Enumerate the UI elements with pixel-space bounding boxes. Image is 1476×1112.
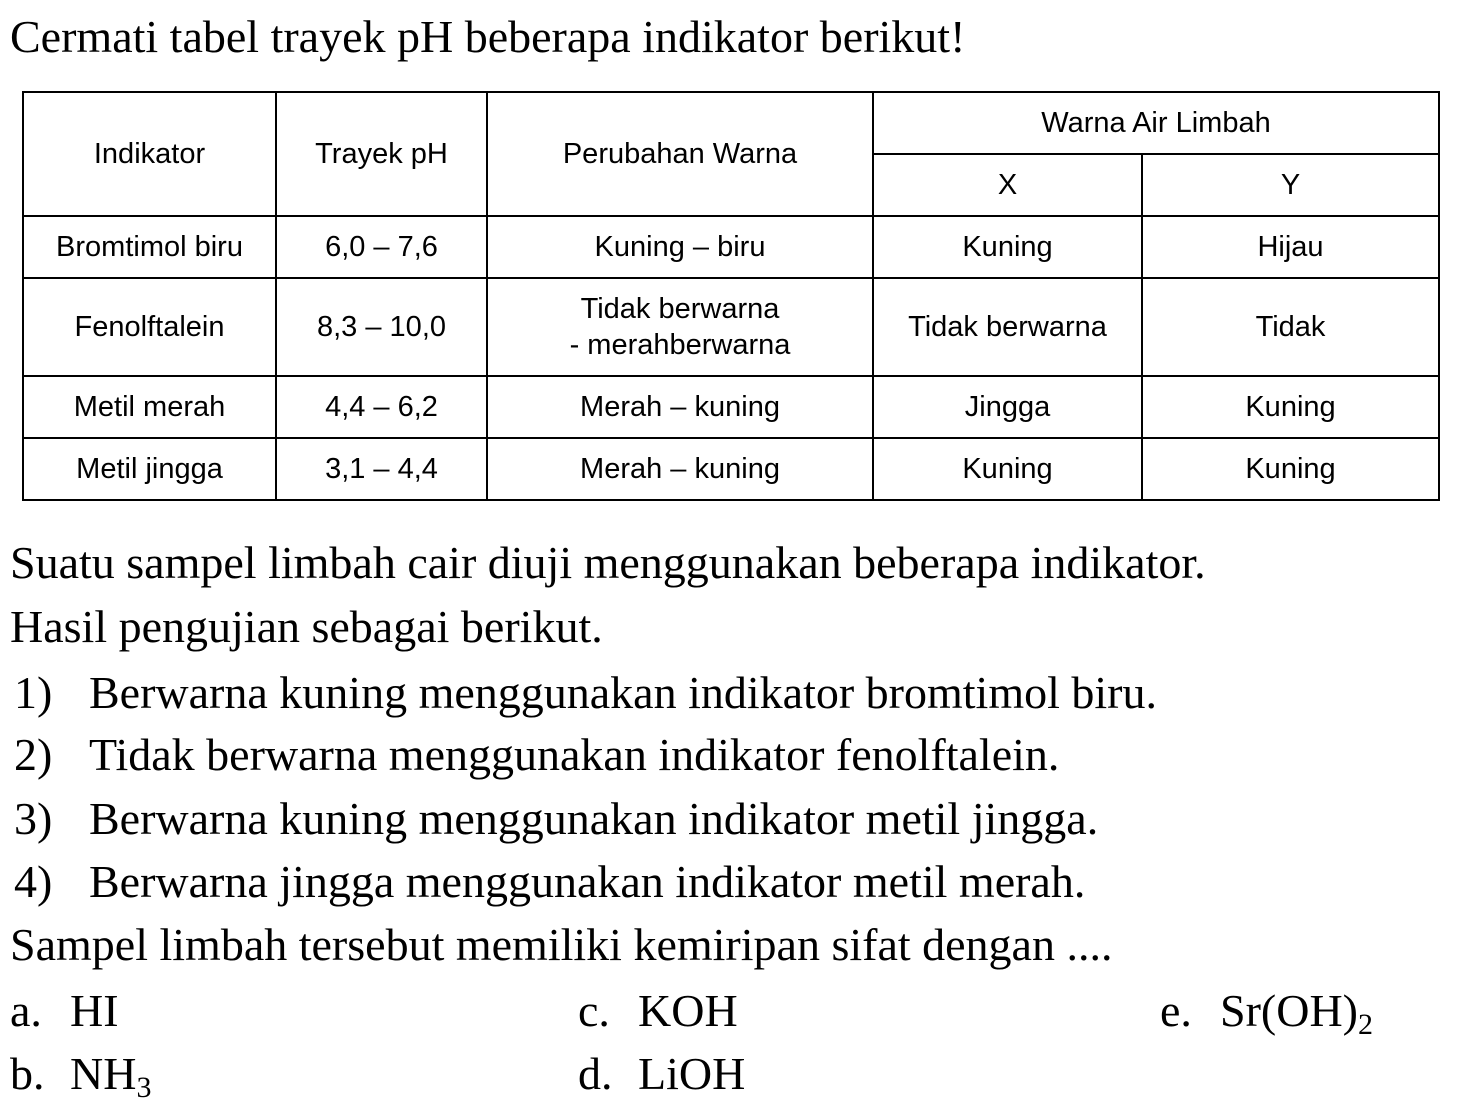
cell-trayek: 6,0 – 7,6	[276, 216, 487, 278]
option-text: Sr(OH)	[1220, 985, 1358, 1036]
cell-indikator: Metil jingga	[23, 438, 276, 500]
cell-perubahan-line: Merah – kuning	[580, 452, 780, 485]
option-b[interactable]	[10, 1048, 152, 1104]
option-label: b.	[10, 1048, 45, 1099]
list-item	[14, 793, 1099, 844]
cell-indikator: Metil merah	[23, 376, 276, 438]
cell-x: Jingga	[873, 376, 1142, 438]
cell-y: Tidak	[1142, 278, 1439, 376]
paragraph-intro: Suatu sampel limbah cair diuji menggunakan beberapa indikator.	[10, 537, 1206, 588]
cell-perubahan-line: Tidak berwarna	[580, 292, 780, 325]
cell-perubahan-line: Merah – kuning	[580, 390, 780, 423]
header-perubahan-warna: Perubahan Warna	[487, 92, 873, 216]
cell-indikator: Bromtimol biru	[23, 216, 276, 278]
cell-y: Kuning	[1142, 438, 1439, 500]
table-row	[23, 376, 1439, 438]
cell-y: Kuning	[1142, 376, 1439, 438]
option-label: c.	[578, 985, 610, 1036]
option-c[interactable]	[578, 985, 738, 1036]
option-subscript: 2	[1357, 1008, 1373, 1041]
cell-perubahan	[487, 438, 873, 500]
cell-trayek: 3,1 – 4,4	[276, 438, 487, 500]
cell-perubahan-line: - merahberwarna	[569, 329, 791, 361]
cell-x: Kuning	[873, 438, 1142, 500]
list-item-text: Berwarna kuning menggunakan indikator metil jingga.	[89, 793, 1099, 844]
cell-perubahan	[487, 278, 873, 376]
indicator-table	[22, 91, 1440, 501]
cell-trayek: 8,3 – 10,0	[276, 278, 487, 376]
header-trayek-ph: Trayek pH	[276, 92, 487, 216]
option-label: e.	[1160, 985, 1192, 1036]
cell-perubahan	[487, 216, 873, 278]
list-item-number: 2)	[14, 729, 53, 780]
option-text: KOH	[638, 985, 738, 1036]
option-d[interactable]	[578, 1048, 746, 1099]
cell-y: Hijau	[1142, 216, 1439, 278]
option-label: a.	[10, 985, 42, 1036]
intro-text: Cermati tabel trayek pH beberapa indikator berikut!	[10, 11, 966, 62]
list-item-number: 3)	[14, 793, 53, 844]
cell-perubahan-line: Kuning – biru	[594, 230, 766, 263]
list-item-text: Tidak berwarna menggunakan indikator fenolftalein.	[89, 729, 1060, 780]
option-label: d.	[578, 1048, 613, 1099]
list-item-text: Berwarna kuning menggunakan indikator bromtimol biru.	[89, 667, 1157, 718]
header-y: Y	[1142, 154, 1439, 216]
cell-trayek: 4,4 – 6,2	[276, 376, 487, 438]
cell-perubahan	[487, 376, 873, 438]
list-item-number: 1)	[14, 667, 53, 718]
option-text: HI	[70, 985, 119, 1036]
list-item-text: Berwarna jingga menggunakan indikator metil merah.	[89, 856, 1086, 907]
paragraph-results: Hasil pengujian sebagai berikut.	[10, 601, 603, 652]
cell-x: Tidak berwarna	[873, 278, 1142, 376]
header-x: X	[873, 154, 1142, 216]
header-indikator: Indikator	[23, 92, 276, 216]
list-item	[14, 729, 1060, 780]
option-a[interactable]	[10, 985, 119, 1036]
header-warna-air-limbah: Warna Air Limbah	[873, 92, 1439, 154]
cell-x: Kuning	[873, 216, 1142, 278]
table-row	[23, 438, 1439, 500]
option-text: LiOH	[638, 1048, 746, 1099]
cell-indikator: Fenolftalein	[23, 278, 276, 376]
option-e[interactable]	[1160, 985, 1373, 1041]
option-text: NH	[70, 1048, 137, 1099]
option-subscript: 3	[136, 1071, 152, 1104]
question-text: Sampel limbah tersebut memiliki kemiripan sifat dengan ....	[10, 919, 1113, 970]
table-row	[23, 278, 1439, 376]
list-item	[14, 667, 1157, 718]
list-item	[14, 856, 1086, 907]
table-header-row	[23, 92, 1439, 154]
table-row	[23, 216, 1439, 278]
list-item-number: 4)	[14, 856, 53, 907]
